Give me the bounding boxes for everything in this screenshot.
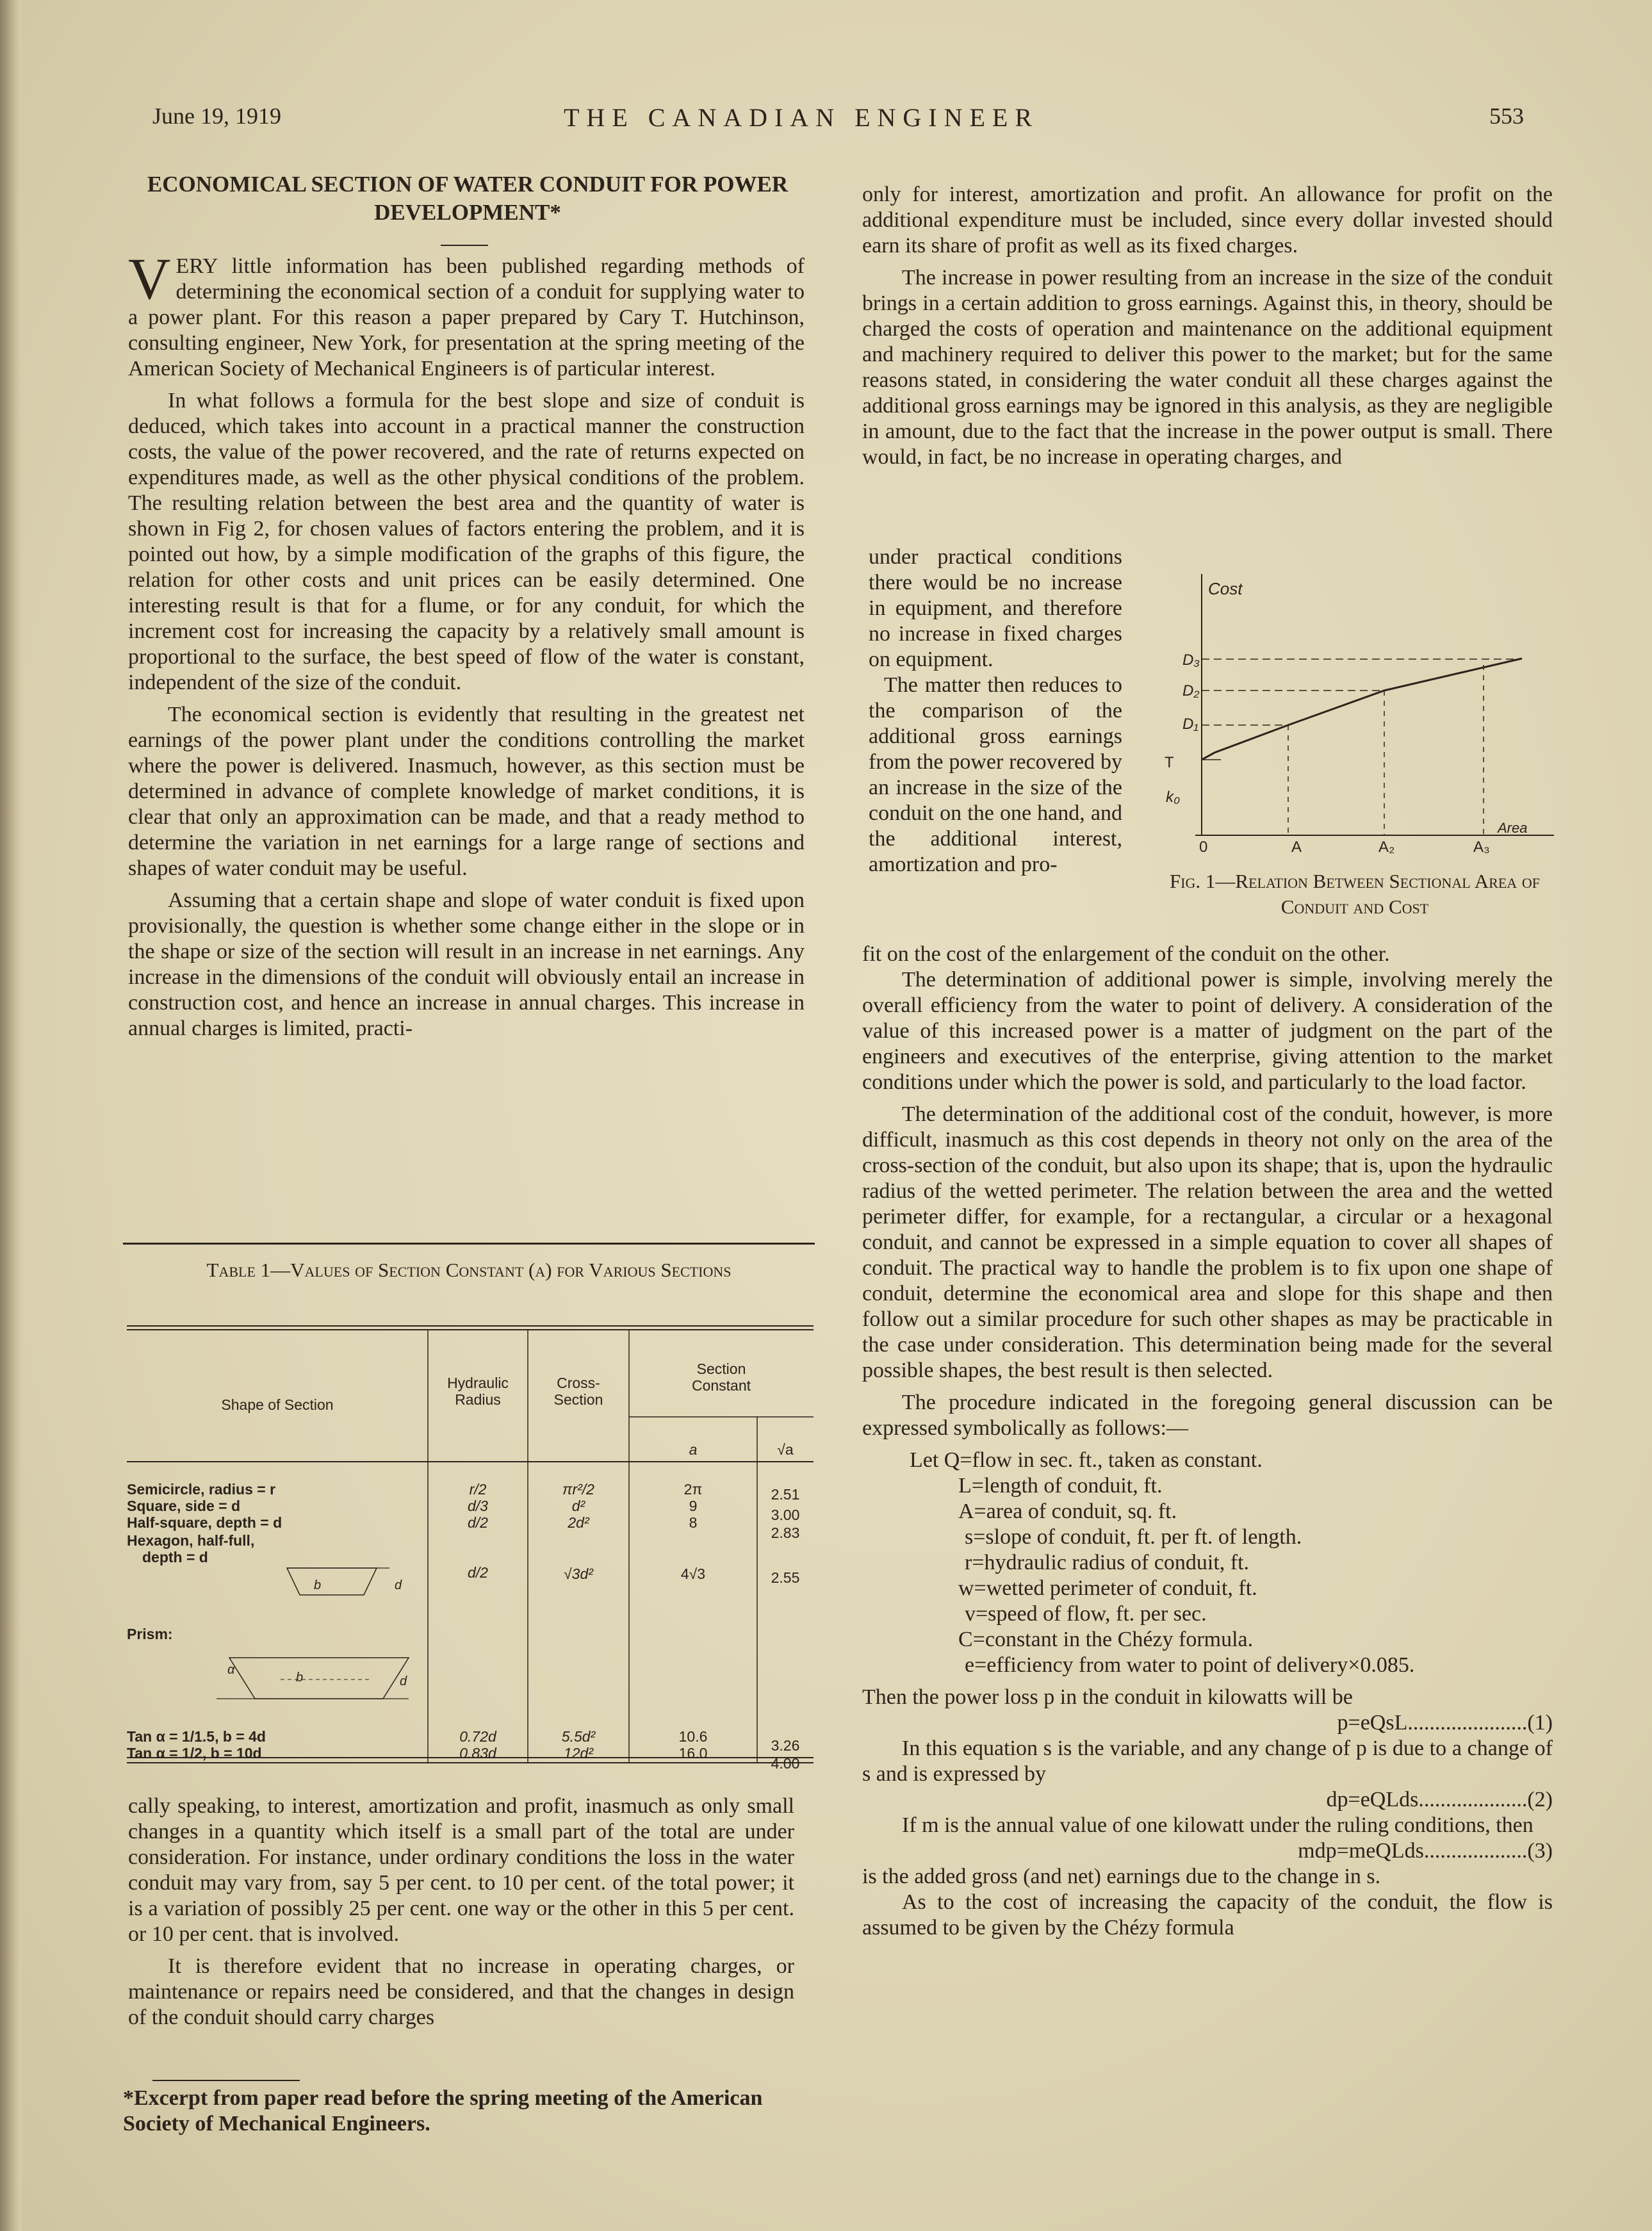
table-cell-shape: Tan α = 1/2, b = 10d	[127, 1745, 262, 1761]
table-cell-shape: Square, side = d	[127, 1498, 241, 1514]
table-top-rule	[123, 1243, 815, 1245]
paragraph: The procedure indicated in the foregoing general discussion can be expressed symbolically as follows:—	[862, 1391, 1553, 1440]
paragraph: fit on the cost of the enlargement of the conduit on the other.	[862, 942, 1390, 966]
table-cell-sqrt-a: 3.00	[771, 1507, 800, 1523]
figure-y-tick: D₂	[1182, 682, 1200, 699]
definition: A=area of conduit, sq. ft.	[958, 1500, 1177, 1523]
table-cell-radius: 0.83d	[459, 1745, 496, 1761]
table-cell-a: 8	[689, 1514, 698, 1531]
footnote: *Excerpt from paper read before the spring meeting of the American Society of Mechanical Engineers.	[123, 2086, 763, 2136]
table-cell-cross: d²	[571, 1498, 585, 1514]
table-cell-cross: 2d²	[568, 1514, 589, 1531]
paragraph: is the added gross (and net) earnings due to the change in s.	[862, 1865, 1381, 1888]
definition: Let Q=flow in sec. ft., taken as constant.	[910, 1448, 1263, 1472]
table-header-a: a	[689, 1441, 698, 1458]
figure-x-tick: A₃	[1473, 838, 1490, 856]
symbol-definitions	[862, 1448, 1553, 1678]
table-header-radius: Hydraulic Radius	[447, 1375, 509, 1408]
paragraph: under practical conditions there would be no increase in equipment, and therefore no increase in fixed charges on equipment.	[869, 545, 1122, 671]
paragraph: As to the cost of increasing the capacity of the conduit, the flow is assumed to be given by the Chézy formula	[862, 1890, 1553, 1940]
sketch-label-d: d	[395, 1578, 402, 1592]
sketch-label-b: b	[296, 1671, 304, 1685]
drop-cap: V	[128, 246, 171, 311]
equation-1: p=eQsL......................(1)	[1337, 1711, 1553, 1735]
table-title: Table 1—Values of Section Constant (a) for Various Sections	[206, 1259, 732, 1281]
definition: v=speed of flow, ft. per sec.	[965, 1602, 1207, 1626]
table-cell-radius: 0.72d	[459, 1728, 496, 1745]
paragraph: ERY little information has been published regarding methods of determining the economical section of a conduit for supplying water to a power plant. For this reason a paper prepared by Cary T. Hutchinson, consulting engineer, New York, for presentation at the spring meeting of the American Society of Mechanical Engineers is of particular interest.	[128, 254, 805, 380]
left-column-bottom	[128, 1794, 794, 2031]
figure-y-axis-label: Cost	[1208, 579, 1243, 598]
table-cell-shape: Hexagon, half-full,	[127, 1532, 255, 1549]
table-cell-radius: d/2	[468, 1564, 488, 1581]
table-prism-label: Prism:	[127, 1626, 173, 1642]
cost-area-figure	[1150, 568, 1554, 862]
table-cell-a: 4√3	[680, 1565, 706, 1582]
table-cell-radius: r/2	[469, 1481, 487, 1498]
table-cell-cross: √3d²	[564, 1565, 593, 1582]
footnote-rule	[152, 2080, 300, 2081]
definition: e=efficiency from water to point of delivery×0.085.	[965, 1653, 1415, 1677]
paragraph: The determination of additional power is simple, involving merely the overall efficiency from the water to point of delivery. A consideration of the value of this increased power is a matter of judgment on the part of the engineers and executives of the enterprise, giving attention to the market conditions under which the power is sold, and particularly to the load factor.	[862, 968, 1553, 1094]
right-column-wrap-text	[869, 544, 1122, 878]
table-cell-radius: d/2	[468, 1514, 488, 1531]
title-rule	[441, 245, 488, 246]
table-cell-sqrt-a: 2.51	[771, 1486, 800, 1503]
journal-title: THE CANADIAN ENGINEER	[564, 103, 1040, 132]
table-cell-shape: Semicircle, radius = r	[127, 1481, 276, 1498]
table-cell-cross: 12d²	[563, 1745, 594, 1761]
definition: s=slope of conduit, ft. per ft. of length.	[965, 1525, 1302, 1549]
table-cell-a: 10.6	[678, 1728, 708, 1745]
figure-y-tick: k₀	[1166, 789, 1181, 806]
figure-x-tick: 0	[1199, 838, 1208, 856]
table-cell-a: 9	[689, 1498, 698, 1514]
paragraph: The economical section is evidently that resulting in the greatest net earnings of the power plant under the conditions controlling the market where the power is delivered. Inasmuch, however, as this section must be determined in advance of complete knowledge of market conditions, it is clear that only an approximation can be made, and that a ready method to determine the variation in net earnings for a large range of sections and shapes of water conduit may be useful.	[128, 703, 805, 880]
paragraph: The determination of the additional cost of the conduit, however, is more difficult, inasmuch as this cost depends in theory not only on the area of the cross-section of the conduit, but also upon its shape; that is, upon the hydraulic radius of the wetted perimeter. The relation between the area and the wetted perimeter differ, for example, for a rectangular, a circular or a hexagonal conduit, and cannot be expressed in a simple equation to cover all shapes of conduit. The practical way to handle the problem is to fix upon one shape of conduit, determine the economical area and slope for this shape and then follow out a similar procedure for such other shapes as may be practicable in the case under consideration. This determination being made for the several possible shapes, the best result is then selected.	[862, 1102, 1553, 1382]
sketch-label-alpha: α	[227, 1663, 235, 1677]
table-cell-a: 2π	[683, 1481, 703, 1498]
table-header-cross: Cross-Section	[553, 1375, 603, 1408]
paragraph: cally speaking, to interest, amortization and profit, inasmuch as only small changes in a quantity which itself is a small part of the total are under consideration. For instance, under ordinary conditions the loss in the water conduit may vary from, say 5 per cent. to 10 per cent. of the total power; it is a variation of possibly 25 per cent. one way or the other in this 5 per cent. or 10 per cent. that is involved.	[128, 1794, 794, 1946]
paragraph: In this equation s is the variable, and any change of p is due to a change of s and is expressed by	[862, 1737, 1553, 1786]
table-cell-shape: depth = d	[142, 1549, 208, 1565]
right-column-top	[862, 182, 1553, 470]
table-cell-cross: 5.5d²	[561, 1728, 596, 1745]
paragraph: Assuming that a certain shape and slope of water conduit is fixed upon provisionally, the question is whether some change either in the slope or in the shape or size of the section will result in an increase in net earnings. Any increase in the dimensions of the conduit will obviously entail an increase in construction cost, and hence an increase in annual charges. This increase in annual charges is limited, practi-	[128, 888, 805, 1040]
table-caption	[123, 1258, 815, 1282]
page-number: 553	[1489, 103, 1524, 129]
figure-y-tick: T	[1165, 754, 1174, 771]
table-cell-sqrt-a: 2.83	[771, 1524, 800, 1541]
definition: L=length of conduit, ft.	[958, 1474, 1163, 1498]
paragraph: It is therefore evident that no increase in operating charges, or maintenance or repairs need be considered, and that the changes in design of the conduit should carry charges	[128, 1954, 794, 2029]
table-cell-shape: Half-square, depth = d	[127, 1514, 282, 1531]
table-cell-radius: d/3	[468, 1498, 488, 1514]
definition: w=wetted perimeter of conduit, ft.	[958, 1576, 1257, 1600]
left-column-top	[128, 246, 805, 1042]
table-cell-sqrt-a: 2.55	[771, 1569, 800, 1586]
figure-x-axis-label: Area	[1498, 820, 1528, 836]
definition: r=hydraulic radius of conduit, ft.	[965, 1551, 1250, 1574]
paragraph: The increase in power resulting from an increase in the size of the conduit brings in a certain addition to gross earnings. Against this, in theory, should be charged the costs of operation and maintenance on the additional equipment and machinery required to deliver this power to the market; but for the same reasons stated, in considering the water conduit all these charges against the additional gross earnings may be ignored in this analysis, as they are negligible in amount, due to the fact that the increase in the power output is small. There would, in fact, be no increase in operating charges, and	[862, 266, 1553, 469]
paragraph: In what follows a formula for the best slope and size of conduit is deduced, which takes into account in a practical manner the construction costs, the value of the power recovered, and the rate of returns expected on expenditures made, as well as the other physical conditions of the problem. The resulting relation between the best area and the quantity of water is shown in Fig 2, for chosen values of factors entering the problem, and it is pointed out how, by a simple modification of the graphs of this figure, the relation for other costs and unit prices can be easily determined. One interesting result is that for a flume, or for any conduit, for which the increment cost for increasing the capacity by a relatively small amount is proportional to the surface, the best speed of flow of the water is constant, independent of the size of the conduit.	[128, 389, 805, 694]
table-cell-cross: πr²/2	[562, 1481, 594, 1498]
paragraph: Then the power loss p in the conduit in kilowatts will be	[862, 1685, 1353, 1709]
table-cell-sqrt-a: 4.00	[771, 1755, 800, 1772]
equation-2: dp=eQLds....................(2)	[1326, 1788, 1553, 1811]
table-cell-a: 16.0	[678, 1745, 708, 1761]
paragraph: only for interest, amortization and profit. An allowance for profit on the additional expenditure must be included, since every dollar invested should earn its share of profit as well as its fixed charges.	[862, 183, 1553, 257]
figure-caption: Fig. 1—Relation Between Sectional Area of Conduit and Cost	[1169, 870, 1541, 918]
equation-3: mdp=meQLds...................(3)	[1298, 1839, 1553, 1863]
sketch-label-b: b	[314, 1578, 322, 1592]
table-header-sqrt-a: √a	[777, 1441, 794, 1458]
paragraph: If m is the annual value of one kilowatt under the ruling conditions, then	[902, 1813, 1533, 1837]
figure-x-tick: A₂	[1378, 838, 1395, 856]
figure-y-tick: D₃	[1182, 651, 1200, 669]
paragraph: The matter then reduces to the comparison of the additional gross earnings from the power recovered by an increase in the size of the conduit on the one hand, and the additional interest, amortization and pro-	[869, 673, 1122, 876]
right-column-bottom	[862, 942, 1553, 1941]
table-cell-shape: Tan α = 1/1.5, b = 4d	[127, 1728, 266, 1745]
sketch-label-d: d	[400, 1674, 407, 1688]
table-header-constant: Section Constant	[691, 1361, 751, 1394]
table-cell-sqrt-a: 3.26	[771, 1737, 800, 1754]
figure-x-tick: A	[1291, 838, 1302, 856]
table-header-shape: Shape of Section	[221, 1396, 334, 1413]
book-spine-shadow	[0, 0, 22, 2231]
issue-date: June 19, 1919	[152, 103, 281, 129]
figure-y-tick: D₁	[1182, 715, 1198, 733]
article-title: ECONOMICAL SECTION OF WATER CONDUIT FOR POWER DEVELOPMENT*	[147, 172, 789, 225]
definition: C=constant in the Chézy formula.	[958, 1628, 1254, 1651]
